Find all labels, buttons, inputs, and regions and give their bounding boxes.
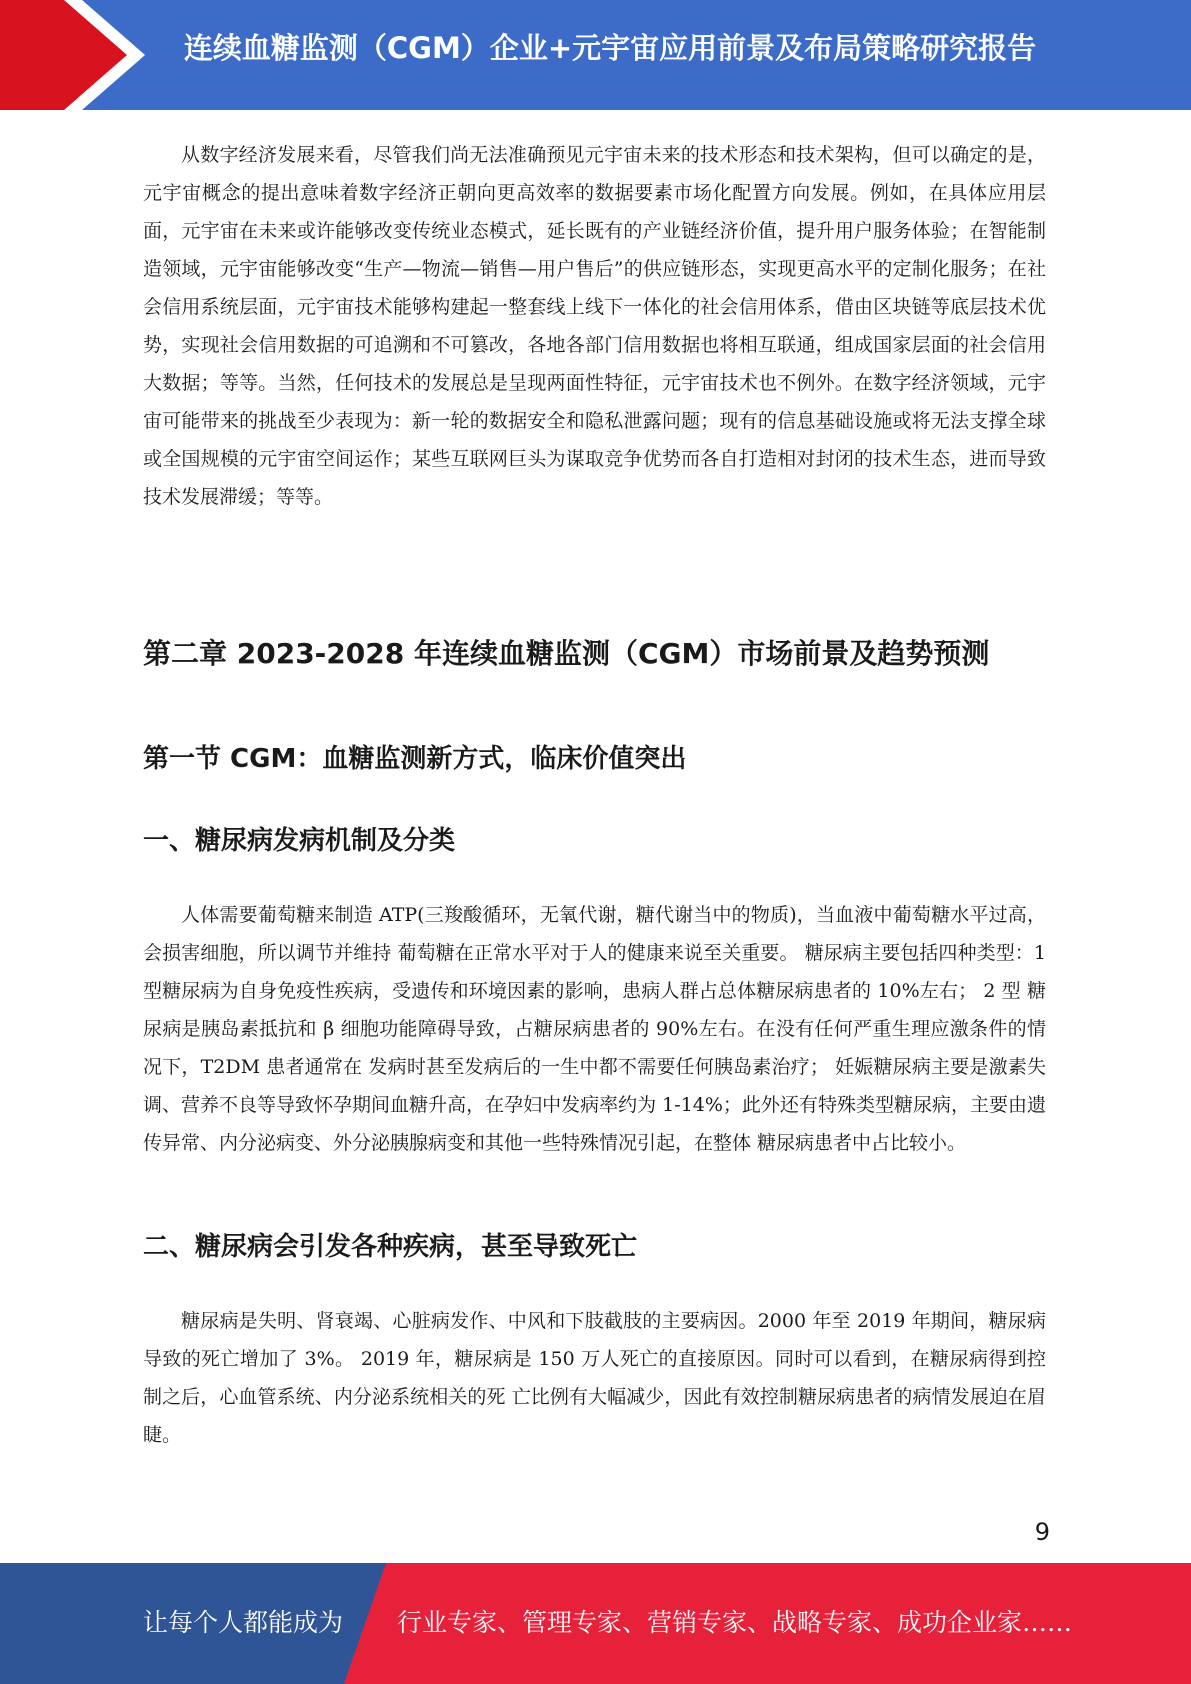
subsection-title-2: 二、糖尿病会引发各种疾病，甚至导致死亡 bbox=[143, 1232, 638, 1262]
chapter-title: 第二章 2023-2028 年连续血糖监测（CGM）市场前景及趋势预测 bbox=[143, 637, 990, 670]
report-title: 连续血糖监测（CGM）企业+元宇宙应用前景及布局策略研究报告 bbox=[183, 31, 1037, 65]
intro-section bbox=[143, 136, 1046, 516]
intro-paragraph: 从数字经济发展来看，尽管我们尚无法准确预见元宇宙未来的技术形态和技术架构，但可以确定的是，元宇宙概念的提出意味着数字经济正朝向更高效率的数据要素市场化配置方向发展。例如，在具体应用层面，元宇宙在未来或许能够改变传统业态模式，延长既有的产业链经济价值，提升用户服务体验；在智能制造领域，元宇宙能够改变“生产—物流—销售—用户售后”的供应链形态，实现更高水平的定制化服务；在社会信用系统层面，元宇宙技术能够构建起一整套线上线下一体化的社会信用体系，借由区块链等底层技术优势，实现社会信用数据的可追溯和不可篡改，各地各部门信用数据也将相互联通，组成国家层面的社会信用大数据；等等。当然，任何技术的发展总是呈现两面性特征，元宇宙技术也不例外。在数字经济领域，元宇宙可能带来的挑战至少表现为：新一轮的数据安全和隐私泄露问题；现有的信息基础设施或将无法支撑全球或全国规模的元宇宙空间运作；某些互联网巨头为谋取竞争优势而各自打造相对封闭的技术生态，进而导致技术发展滞缓；等等。 bbox=[143, 144, 1046, 508]
subsection-1-paragraph: 人体需要葡萄糖来制造 ATP(三羧酸循环，无氧代谢，糖代谢当中的物质)，当血液中葡萄糖水平过高，会损害细胞，所以调节并维持 葡萄糖在正常水平对于人的健康来说至关重要。 糖尿病主要包括四种类型：1 型糖尿病为自身免疫性疾病，受遗传和环境因素的影响，患病人群占总体糖尿病患者的 10%左右； 2 型 糖尿病是胰岛素抵抗和 β 细胞功能障碍导致，占糖尿病患者的 90%左右。在没有任何严重生理应激条件的情况下，T2DM 患者通常在 发病时甚至发病后的一生中都不需要任何胰岛素治疗； 妊娠糖尿病主要是激素失调、营养不良等导致怀孕期间血糖升高，在孕妇中发病率约为 1-14%；此外还有特殊类型糖尿病，主要由遗传异常、内分泌病变、外分泌胰腺病变和其他一些特殊情况引起，在整体 糖尿病患者中占比较小。 bbox=[143, 904, 1046, 1154]
footer-slogan-right: 行业专家、管理专家、营销专家、战略专家、成功企业家…… bbox=[397, 1608, 1073, 1637]
page-footer bbox=[0, 1563, 1191, 1684]
section-title: 第一节 CGM：血糖监测新方式，临床价值突出 bbox=[143, 744, 687, 774]
page-header bbox=[0, 0, 1191, 110]
subsection-1-body bbox=[143, 896, 1046, 1162]
subsection-title-1: 一、糖尿病发病机制及分类 bbox=[143, 826, 456, 856]
footer-slogan-left: 让每个人都能成为 bbox=[143, 1608, 344, 1637]
subsection-2-body bbox=[143, 1302, 1046, 1454]
subsection-2-paragraph: 糖尿病是失明、肾衰竭、心脏病发作、中风和下肢截肢的主要病因。2000 年至 2019 年期间，糖尿病导致的死亡增加了 3%。 2019 年，糖尿病是 150 万人死亡的直接原因。同时可以看到，在糖尿病得到控制之后，心血管系统、内分泌系统相关的死 亡比例有大幅减少，因此有效控制糖尿病患者的病情发展迫在眉睫。 bbox=[143, 1310, 1046, 1446]
page-number: 9 bbox=[1034, 1518, 1050, 1546]
